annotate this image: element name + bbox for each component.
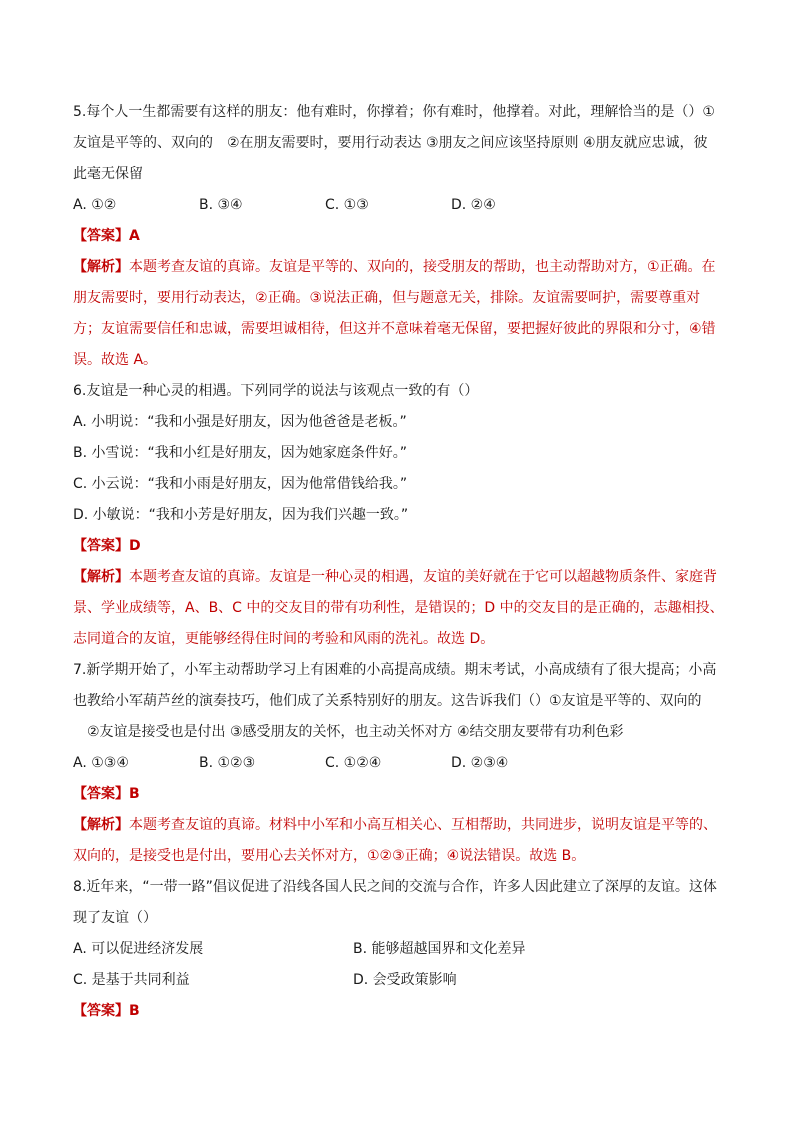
option-c: C. ①③ xyxy=(325,197,369,213)
analysis-line: 本题考查友谊的真谛。友谊是一种心灵的相遇，友谊的美好就在于它可以超越物质条件、家庭背 xyxy=(129,569,717,585)
option-a: A. ①② xyxy=(73,197,117,213)
question-8 xyxy=(73,872,723,1027)
answer: 【答案】B xyxy=(73,1003,140,1019)
option-d: D. 小敏说：“我和小芳是好朋友，因为我们兴趣一致。” xyxy=(73,507,409,523)
option-a: A. ①③④ xyxy=(73,755,129,771)
question-stem-line: ②友谊是接受也是付出 ③感受朋友的关怀，也主动关怀对方 ④结交朋友要带有功利色彩 xyxy=(73,724,624,740)
options-row xyxy=(73,190,723,221)
option-c: C. ①②④ xyxy=(325,755,382,771)
question-7 xyxy=(73,655,723,872)
analysis-tag: 【解析】 xyxy=(73,817,129,833)
question-stem-line: 现了友谊（） xyxy=(73,910,157,926)
option-a: A. 可以促进经济发展 xyxy=(73,941,204,957)
analysis-tag: 【解析】 xyxy=(73,259,129,275)
options-row xyxy=(73,748,723,779)
question-stem-line: 6.友谊是一种心灵的相遇。下列同学的说法与该观点一致的有（） xyxy=(73,383,479,399)
analysis xyxy=(73,810,723,872)
option-c: C. 小云说：“我和小雨是好朋友，因为他常借钱给我。” xyxy=(73,476,408,492)
question-5 xyxy=(73,97,723,376)
analysis-line: 景、学业成绩等，A、B、C 中的交友目的带有功利性，是错误的；D 中的交友目的是正确的，志趣相投、 xyxy=(73,600,724,616)
option-c: C. 是基于共同利益 xyxy=(73,972,190,988)
option-b: B. ③④ xyxy=(199,197,243,213)
question-stem-line: 也教给小军葫芦丝的演奏技巧，他们成了关系特别好的朋友。这告诉我们（）①友谊是平等的、双向的 xyxy=(73,693,702,709)
analysis-line: 方；友谊需要信任和忠诚，需要坦诚相待，但这并不意味着毫无保留，要把握好彼此的界限和分寸，④错 xyxy=(73,321,716,337)
options-row xyxy=(73,934,723,965)
analysis-tag: 【解析】 xyxy=(73,569,129,585)
question-stem-line: 8.近年来，“一带一路”倡议促进了沿线各国人民之间的交流与合作，许多人因此建立了深厚的友谊。这体 xyxy=(73,879,717,895)
option-b: B. 小雪说：“我和小红是好朋友，因为她家庭条件好。” xyxy=(73,445,408,461)
option-d: D. ②④ xyxy=(451,197,496,213)
answer: 【答案】A xyxy=(73,228,140,244)
analysis-line: 志同道合的友谊，更能够经得住时间的考验和风雨的洗礼。故选 D。 xyxy=(73,631,495,647)
question-stem-line: 此毫无保留 xyxy=(73,166,143,182)
analysis-line: 本题考查友谊的真谛。友谊是平等的、双向的，接受朋友的帮助，也主动帮助对方，①正确。在 xyxy=(129,259,716,275)
analysis xyxy=(73,252,723,376)
analysis xyxy=(73,562,723,655)
options-row xyxy=(73,965,723,996)
question-stem-line: 5.每个人一生都需要有这样的朋友：他有难时，你撑着；你有难时，他撑着。对此，理解恰当的是（）① xyxy=(73,104,715,120)
question-6 xyxy=(73,376,723,655)
option-a: A. 小明说：“我和小强是好朋友，因为他爸爸是老板。” xyxy=(73,414,407,430)
analysis-line: 本题考查友谊的真谛。材料中小军和小高互相关心、互相帮助，共同进步，说明友谊是平等的、 xyxy=(129,817,717,833)
analysis-line: 朋友需要时，要用行动表达，②正确。③说法正确，但与题意无关，排除。友谊需要呵护，需要尊重对 xyxy=(73,290,701,306)
option-d: D. ②③④ xyxy=(451,755,509,771)
question-stem-line: 7.新学期开始了，小军主动帮助学习上有困难的小高提高成绩。期末考试，小高成绩有了很大提高；小高 xyxy=(73,662,717,678)
option-b: B. ①②③ xyxy=(199,755,256,771)
answer: 【答案】B xyxy=(73,786,140,802)
question-stem-line: 友谊是平等的、双向的 ②在朋友需要时，要用行动表达 ③朋友之间应该坚持原则 ④朋友就应忠诚，彼 xyxy=(73,135,708,151)
analysis-line: 双向的，是接受也是付出，要用心去关怀对方，①②③正确；④说法错误。故选 B。 xyxy=(73,848,586,864)
question-list xyxy=(73,97,723,1027)
option-b: B. 能够超越国界和文化差异 xyxy=(353,941,526,957)
analysis-line: 误。故选 A。 xyxy=(73,352,158,368)
answer: 【答案】D xyxy=(73,538,141,554)
option-d: D. 会受政策影响 xyxy=(353,972,457,988)
